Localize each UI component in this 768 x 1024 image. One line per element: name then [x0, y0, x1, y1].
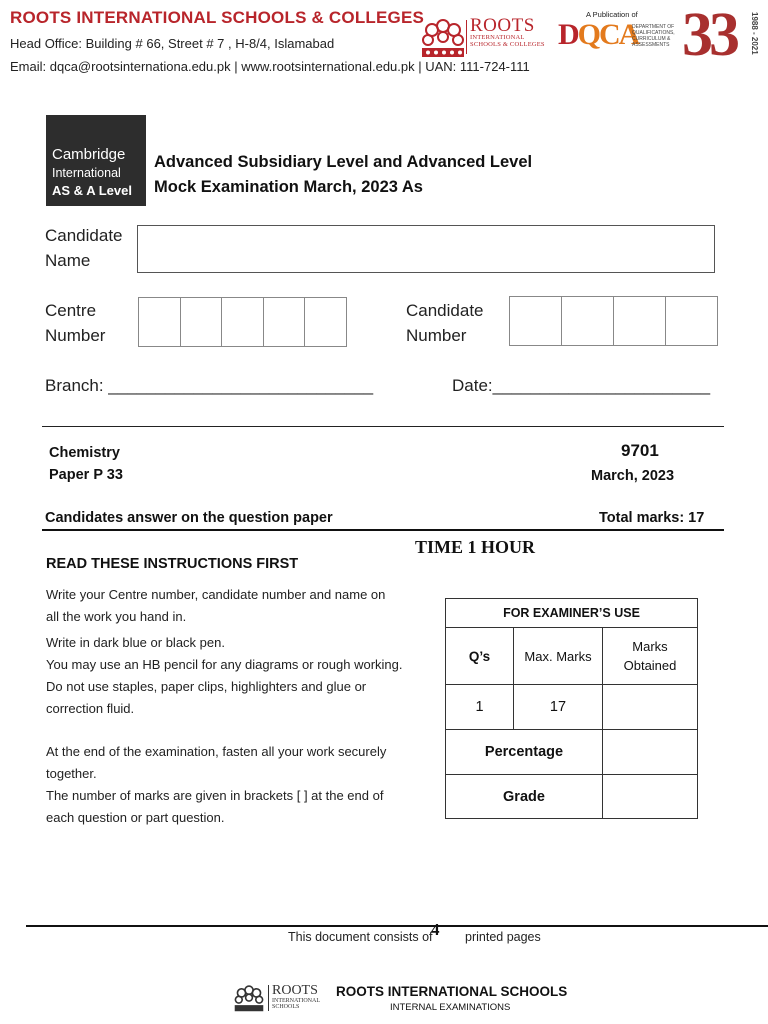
centre-number-label-line2: Number	[45, 326, 106, 345]
centre-number-boxes	[138, 297, 347, 347]
date-field[interactable]: Date:_______________________	[452, 376, 711, 395]
candidate-number-box[interactable]	[509, 296, 561, 346]
instruction-line: The number of marks are given in brackets [ ] at the end of	[46, 788, 384, 803]
roots-tree-logo-icon	[232, 984, 266, 1014]
footer-divider	[26, 925, 768, 927]
contact-line: Email: dqca@rootsinternationa.edu.pk | www.rootsinternational.edu.pk | UAN: 111-724-111	[10, 59, 530, 74]
col-header-max-marks: Max. Marks	[514, 628, 603, 685]
col-header-marks-obtained-line2: Obtained	[623, 658, 677, 673]
footer-roots-text	[272, 984, 320, 1010]
instruction-line: At the end of the examination, fasten all your work securely	[46, 744, 387, 759]
percentage-label: Percentage	[446, 730, 603, 775]
centre-number-box[interactable]	[263, 297, 304, 347]
answer-note: Candidates answer on the question paper	[45, 510, 333, 526]
instructions-list	[46, 584, 436, 829]
footer-logo	[232, 982, 572, 1016]
candidate-number-label	[406, 298, 484, 348]
instruction-line: correction fluid.	[46, 701, 135, 716]
cambridge-logo-line2: International	[52, 166, 121, 180]
instruction-line: Write in dark blue or black pen.	[46, 635, 225, 650]
divider	[42, 529, 724, 531]
footer-school-name: ROOTS INTERNATIONAL SCHOOLS	[336, 984, 568, 999]
centre-number-box[interactable]	[138, 297, 180, 347]
header-logos	[418, 1, 768, 72]
dqca-logo-rest: QCA	[577, 18, 639, 51]
logo-divider	[466, 20, 467, 54]
centre-number-label-line1: Centre	[45, 301, 97, 320]
cambridge-logo-line1: Cambridge	[52, 146, 126, 163]
candidate-name-label-line2: Name	[45, 251, 91, 270]
candidate-name-label-line1: Candidate	[45, 226, 123, 245]
candidate-number-box[interactable]	[665, 296, 718, 346]
grade-cell[interactable]	[603, 775, 698, 819]
candidate-number-label-line2: Number	[406, 326, 467, 345]
exam-title-line1: Advanced Subsidiary Level and Advanced Level	[154, 153, 533, 171]
anniversary-years: 1988 - 2021	[750, 12, 759, 55]
subject-block	[49, 442, 123, 486]
page-count: 4	[431, 920, 440, 939]
candidate-name-label	[45, 223, 123, 273]
centre-number-box[interactable]	[304, 297, 347, 347]
consists-of-text: This document consists of	[288, 930, 433, 944]
cambridge-logo	[46, 115, 146, 206]
footer-roots-word: ROOTS	[272, 983, 318, 998]
cambridge-logo-line3: AS & A Level	[52, 183, 132, 198]
divider	[42, 426, 724, 427]
cell-max-marks: 17	[514, 685, 603, 730]
footer-internal-exams: INTERNAL EXAMINATIONS	[390, 1002, 511, 1013]
instructions-heading: READ THESE INSTRUCTIONS FIRST	[46, 556, 299, 572]
paper-number: Paper P 33	[49, 467, 123, 483]
instruction-line: together.	[46, 766, 97, 781]
footer-roots-sub2: SCHOOLS	[272, 1004, 300, 1010]
exam-title-line2: Mock Examination March, 2023 As	[154, 178, 423, 196]
candidate-number-box[interactable]	[613, 296, 665, 346]
col-header-marks-obtained-line1: Marks	[632, 639, 668, 654]
roots-logo-text	[470, 16, 545, 48]
head-office-address: Head Office: Building # 66, Street # 7 , H-8/4, Islamabad	[10, 36, 335, 51]
centre-number-box[interactable]	[221, 297, 263, 347]
dqca-logo-d: D	[558, 18, 578, 51]
roots-tree-logo-icon	[418, 18, 468, 60]
roots-logo-word: ROOTS	[470, 15, 535, 36]
grade-label: Grade	[446, 775, 603, 819]
candidate-name-field[interactable]	[137, 225, 715, 273]
footer-roots-sub1: INTERNATIONAL	[272, 998, 320, 1004]
examiner-table	[445, 598, 698, 819]
instruction-line: Write your Centre number, candidate number and name on	[46, 587, 386, 602]
examiner-table-title: FOR EXAMINER’S USE	[446, 599, 698, 628]
total-marks: Total marks: 17	[599, 510, 705, 526]
candidate-number-box[interactable]	[561, 296, 613, 346]
roots-logo-sub1: INTERNATIONAL	[470, 34, 525, 41]
exam-time: TIME 1 HOUR	[415, 537, 536, 557]
instruction-line: You may use an HB pencil for any diagrams or rough working.	[46, 657, 403, 672]
centre-number-box[interactable]	[180, 297, 221, 347]
branch-field[interactable]: Branch: ____________________________	[45, 376, 374, 395]
col-header-marks-obtained	[603, 628, 698, 685]
cell-marks-obtained[interactable]	[603, 685, 698, 730]
subject-name: Chemistry	[49, 445, 120, 461]
exam-session: March, 2023	[591, 468, 675, 484]
centre-number-label	[45, 298, 105, 348]
table-row	[446, 685, 698, 730]
candidate-number-boxes	[509, 296, 718, 346]
dqca-department-text: DEPARTMENT OF QUALIFICATIONS, CURRICULUM & ASSESSMENTS	[632, 24, 675, 48]
printed-pages-text: printed pages	[465, 930, 541, 944]
percentage-cell[interactable]	[603, 730, 698, 775]
instruction-line: all the work you hand in.	[46, 609, 187, 624]
col-header-q: Q’s	[446, 628, 514, 685]
anniversary-logo: 33	[682, 1, 736, 69]
instruction-line: each question or part question.	[46, 810, 225, 825]
subject-code: 9701	[621, 441, 659, 460]
publication-of-text: A Publication of	[586, 10, 638, 19]
footer-logo-divider	[268, 985, 269, 1011]
candidate-number-label-line1: Candidate	[406, 301, 484, 320]
exam-title	[154, 150, 532, 200]
dqca-logo	[558, 18, 638, 52]
cell-q: 1	[446, 685, 514, 730]
school-title: ROOTS INTERNATIONAL SCHOOLS & COLLEGES	[10, 8, 425, 27]
instruction-line: Do not use staples, paper clips, highlighters and glue or	[46, 679, 367, 694]
roots-logo-sub2: SCHOOLS & COLLEGES	[470, 40, 545, 48]
